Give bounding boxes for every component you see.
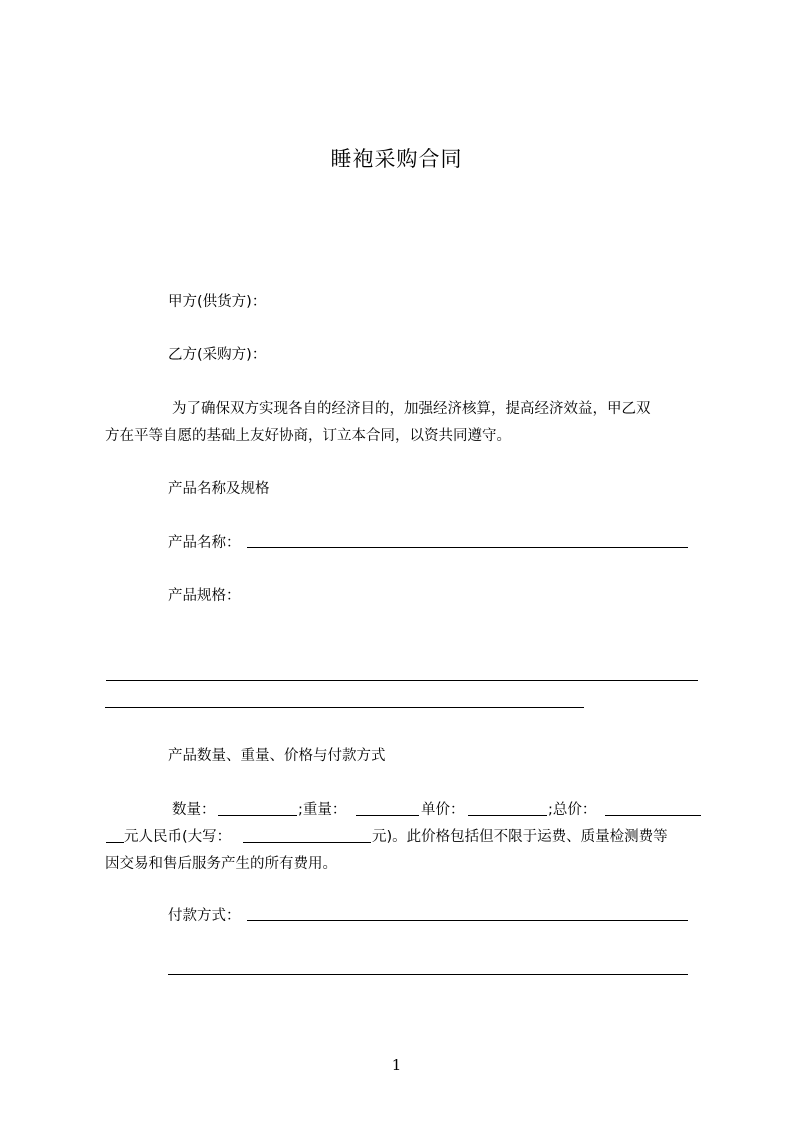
amount-in-words-blank[interactable]: [243, 842, 371, 843]
section-heading-product: 产品名称及规格: [168, 481, 270, 497]
page-number: 1: [391, 1056, 402, 1074]
intro-paragraph-line-2: 方在平等自愿的基础上友好协商，订立本合同，以资共同遵守。: [105, 428, 511, 444]
unit-price-label: 单价：: [421, 802, 465, 818]
intro-paragraph-line-1: 为了确保双方实现各自的经济目的，加强经济核算，提高经济效益，甲乙双: [172, 401, 651, 417]
product-name-blank[interactable]: [247, 547, 688, 548]
party-a-label: 甲方(供货方)：: [168, 294, 267, 310]
payment-method-label: 付款方式：: [168, 908, 241, 924]
total-price-blank[interactable]: [605, 815, 701, 816]
price-clause-line-3: 因交易和售后服务产生的所有费用。: [105, 856, 337, 872]
document-title: 睡袍采购合同: [330, 147, 463, 171]
total-price-label: ;总价：: [548, 802, 597, 818]
weight-label: ;重量：: [298, 802, 347, 818]
product-spec-blank-line-1[interactable]: [106, 680, 698, 681]
price-clause-text: 元)。此价格包括但不限于运费、质量检测费等: [372, 829, 668, 845]
weight-blank[interactable]: [356, 815, 419, 816]
payment-method-blank[interactable]: [247, 920, 688, 921]
unit-price-blank[interactable]: [468, 815, 547, 816]
product-spec-blank-line-2[interactable]: [105, 707, 584, 708]
product-spec-label: 产品规格：: [168, 588, 241, 604]
party-b-label: 乙方(采购方)：: [168, 347, 267, 363]
total-price-blank-cont[interactable]: [106, 842, 124, 843]
section-heading-price: 产品数量、重量、价格与付款方式: [168, 748, 386, 764]
quantity-blank[interactable]: [218, 815, 297, 816]
currency-label: 元人民币(大写：: [124, 829, 232, 845]
product-name-label: 产品名称：: [168, 535, 241, 551]
payment-method-blank-line-2[interactable]: [168, 974, 688, 975]
quantity-label: 数量：: [172, 802, 216, 818]
